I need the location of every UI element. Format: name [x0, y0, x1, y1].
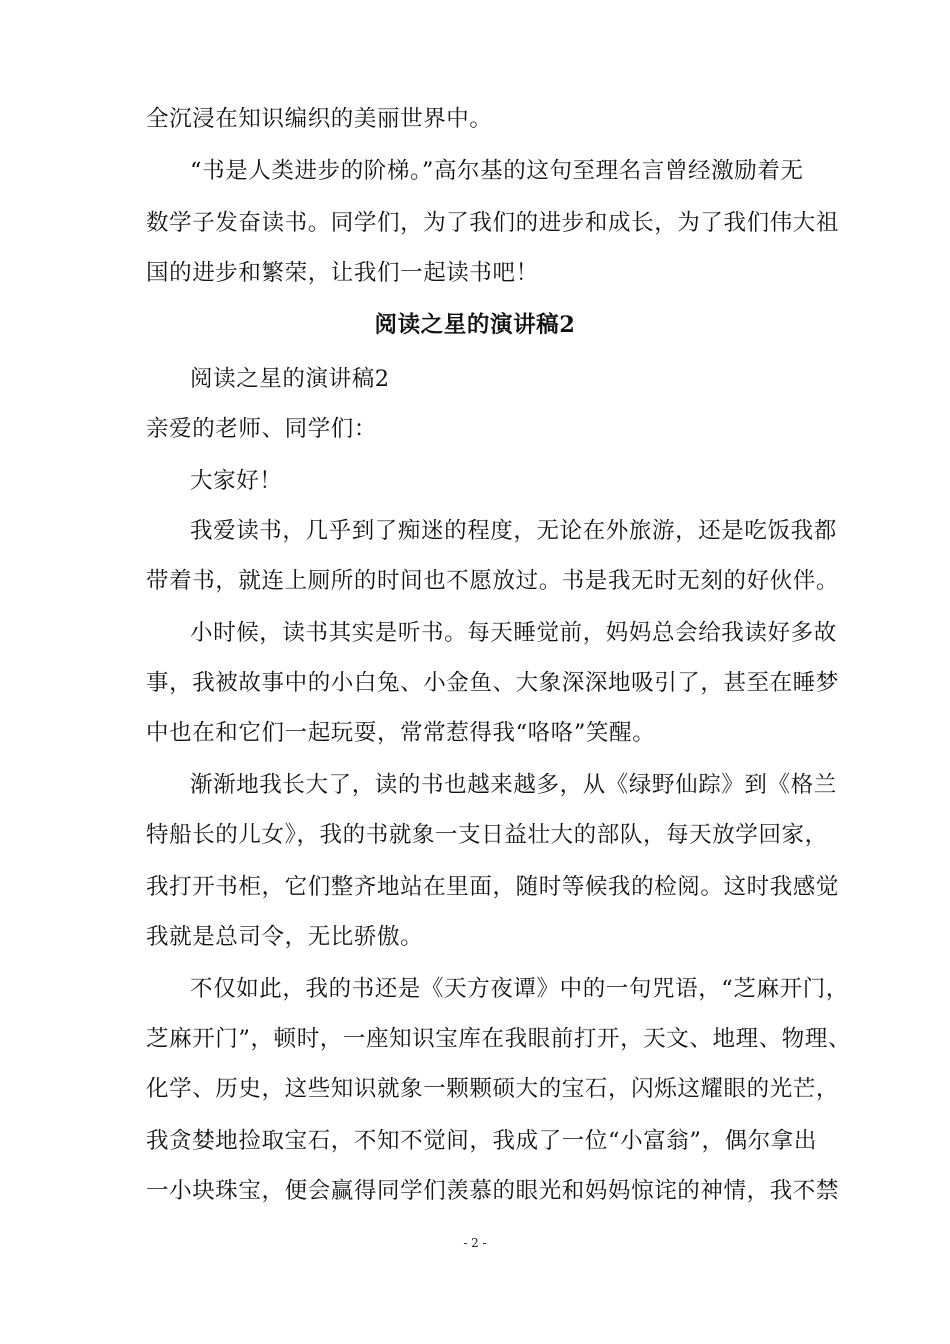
paragraph-line: 中也在和它们一起玩耍，常常惹得我“咯咯”笑醒。 — [146, 720, 656, 746]
paragraph-line: 小时候，读书其实是听书。每天睡觉前，妈妈总会给我读好多故 — [190, 620, 837, 646]
paragraph-line: 全沉浸在知识编织的美丽世界中。 — [146, 106, 493, 132]
subtitle-line: 阅读之星的演讲稿2 — [190, 366, 390, 392]
paragraph-line: “书是人类进步的阶梯。”高尔基的这句至理名言曾经激励着无 — [190, 158, 804, 184]
paragraph-line: 我爱读书，几乎到了痴迷的程度，无论在外旅游，还是吃饭我都 — [190, 518, 837, 544]
salutation-line: 亲爱的老师、同学们： — [146, 416, 378, 442]
page-number: - 2 - — [463, 1236, 487, 1250]
greeting-line: 大家好！ — [190, 468, 283, 494]
paragraph-line: 带着书，就连上厕所的时间也不愿放过。书是我无时无刻的好伙伴。 — [146, 568, 840, 594]
paragraph-line: 事，我被故事中的小白兔、小金鱼、大象深深地吸引了，甚至在睡梦 — [146, 670, 840, 696]
paragraph-line: 我贪婪地捡取宝石，不知不觉间，我成了一位“小富翁”，偶尔拿出 — [146, 1128, 818, 1154]
paragraph-line: 国的进步和繁荣，让我们一起读书吧！ — [146, 260, 539, 286]
paragraph-line: 不仅如此，我的书还是《天方夜谭》中的一句咒语，“芝麻开门， — [190, 976, 849, 1002]
paragraph-line: 化学、历史，这些知识就象一颗颗硕大的宝石，闪烁这耀眼的光芒， — [146, 1076, 840, 1102]
paragraph-line: 特船长的儿女》，我的书就象一支日益壮大的部队，每天放学回家， — [146, 822, 828, 848]
paragraph-line: 渐渐地我长大了，读的书也越来越多，从《绿野仙踪》到《格兰 — [190, 772, 837, 798]
paragraph-line: 芝麻开门”，顿时，一座知识宝库在我眼前打开，天文、地理、物理、 — [146, 1026, 852, 1052]
paragraph-line: 我就是总司令，无比骄傲。 — [146, 924, 424, 950]
paragraph-line: 数学子发奋读书。同学们，为了我们的进步和成长，为了我们伟大祖 — [146, 210, 840, 236]
paragraph-line: 我打开书柜，它们整齐地站在里面，随时等候我的检阅。这时我感觉 — [146, 874, 840, 900]
paragraph-line: 一小块珠宝，便会赢得同学们羡慕的眼光和妈妈惊诧的神情，我不禁 — [146, 1178, 840, 1204]
section-heading: 阅读之星的演讲稿2 — [374, 312, 576, 338]
